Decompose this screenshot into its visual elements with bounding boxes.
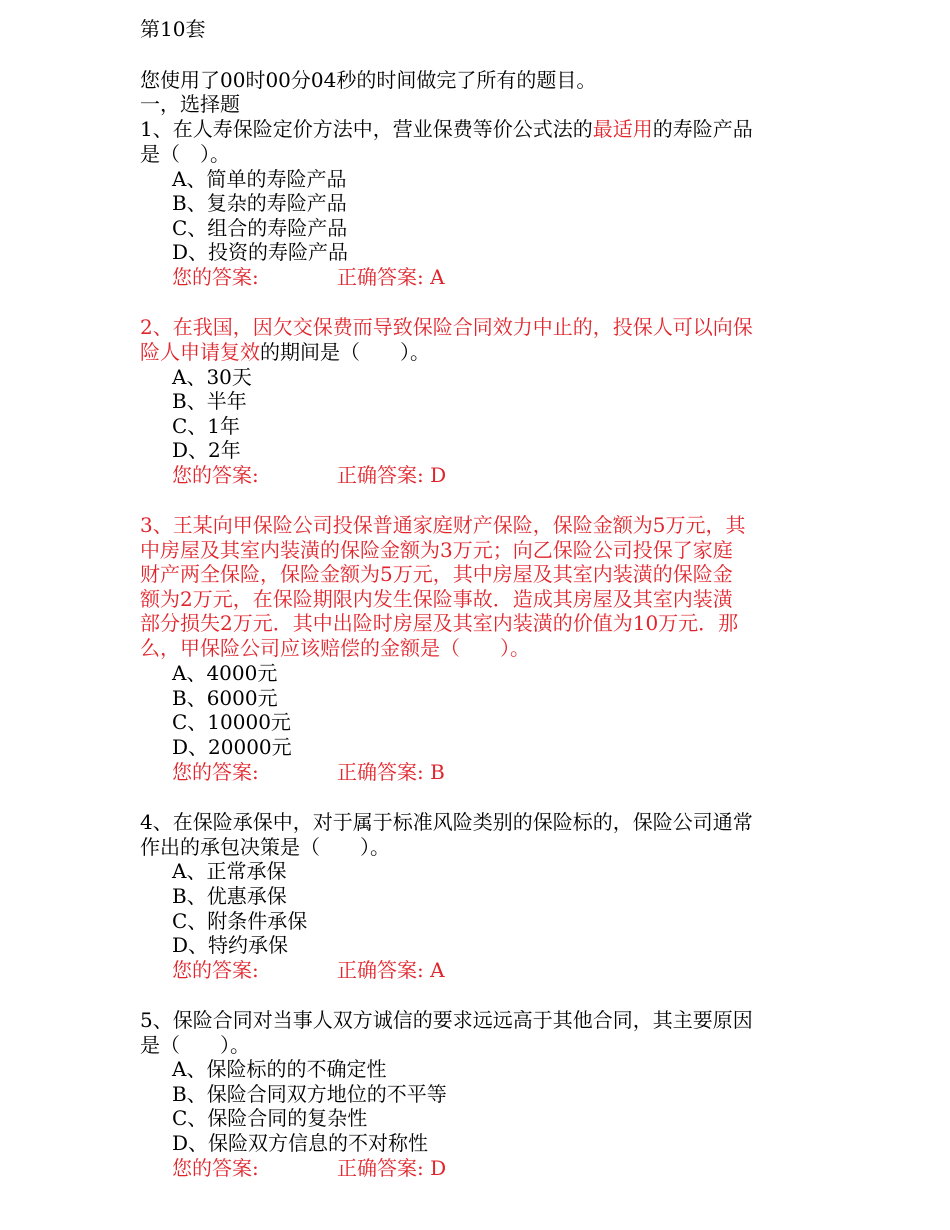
set-title: 第10套 [140, 17, 206, 41]
question-5-text: 5、保险合同对当事人双方诚信的要求远远高于其他合同，其主要原因 [140, 1008, 753, 1032]
answer-row [172, 265, 445, 289]
option-c: C、附条件承保 [172, 909, 308, 933]
option-d: D、2年 [172, 438, 241, 462]
question-5-text-cont: 是（ ）。 [140, 1033, 250, 1057]
your-answer-label: 您的答案: [172, 1156, 259, 1180]
option-b: B、保险合同双方地位的不平等 [172, 1082, 447, 1106]
question-3-text: 3、王某向甲保险公司投保普通家庭财产保险，保险金额为5万元，其 [140, 513, 746, 537]
question-3-text-cont: 额为2万元，在保险期限内发生保险事故．造成其房屋及其室内装潢 [140, 587, 733, 611]
option-b: B、复杂的寿险产品 [172, 191, 347, 215]
highlight-text: 险人申请复效 [140, 340, 260, 364]
question-2-text-cont: 险人申请复效的期间是（ ）。 [140, 340, 430, 364]
option-c: C、1年 [172, 414, 241, 438]
time-info: 您使用了00时00分04秒的时间做完了所有的题目。 [140, 68, 597, 92]
option-a: A、正常承保 [172, 859, 287, 883]
highlight-text: 最适用 [592, 117, 653, 141]
option-d: D、投资的寿险产品 [172, 240, 349, 264]
question-4-text: 4、在保险承保中，对于属于标准风险类别的保险标的，保险公司通常 [140, 810, 753, 834]
question-4-text-cont: 作出的承包决策是（ ）。 [140, 835, 390, 859]
question-3-text-cont: 么，甲保险公司应该赔偿的金额是（ ）。 [140, 636, 530, 660]
option-b: B、6000元 [172, 686, 278, 710]
option-a: A、保险标的的不确定性 [172, 1057, 387, 1081]
your-answer-label: 您的答案: [172, 265, 259, 289]
section-heading: 一，选择题 [140, 92, 240, 116]
option-a: A、简单的寿险产品 [172, 167, 347, 191]
option-d: D、20000元 [172, 735, 292, 759]
correct-answer: 正确答案: B [337, 760, 445, 784]
correct-answer: 正确答案: A [337, 265, 445, 289]
your-answer-label: 您的答案: [172, 760, 259, 784]
correct-answer: 正确答案: D [337, 1156, 447, 1180]
question-3-text-cont: 财产两全保险，保险金额为5万元，其中房屋及其室内装潢的保险金 [140, 562, 733, 586]
question-2-text: 2、在我国，因欠交保费而导致保险合同效力中止的，投保人可以向保 [140, 315, 753, 339]
option-c: C、10000元 [172, 710, 291, 734]
option-a: A、4000元 [172, 661, 278, 685]
option-b: B、半年 [172, 389, 247, 413]
question-1-text: 1、在人寿保险定价方法中，营业保费等价公式法的最适用的寿险产品 [140, 117, 753, 141]
correct-answer: 正确答案: A [337, 958, 445, 982]
option-d: D、特约承保 [172, 933, 289, 957]
answer-row [172, 463, 447, 487]
option-d: D、保险双方信息的不对称性 [172, 1131, 429, 1155]
question-3-text-cont: 部分损失2万元．其中出险时房屋及其室内装潢的价值为10万元．那 [140, 611, 739, 635]
question-1-text-cont: 是（ ）。 [140, 142, 230, 166]
correct-answer: 正确答案: D [337, 463, 447, 487]
your-answer-label: 您的答案: [172, 958, 259, 982]
option-b: B、优惠承保 [172, 884, 287, 908]
your-answer-label: 您的答案: [172, 463, 259, 487]
option-a: A、30天 [172, 365, 252, 389]
answer-row [172, 958, 445, 982]
option-c: C、组合的寿险产品 [172, 216, 348, 240]
option-c: C、保险合同的复杂性 [172, 1106, 368, 1130]
answer-row [172, 760, 445, 784]
answer-row [172, 1156, 447, 1180]
question-3-text-cont: 中房屋及其室内装潢的保险金额为3万元；向乙保险公司投保了家庭 [140, 538, 733, 562]
